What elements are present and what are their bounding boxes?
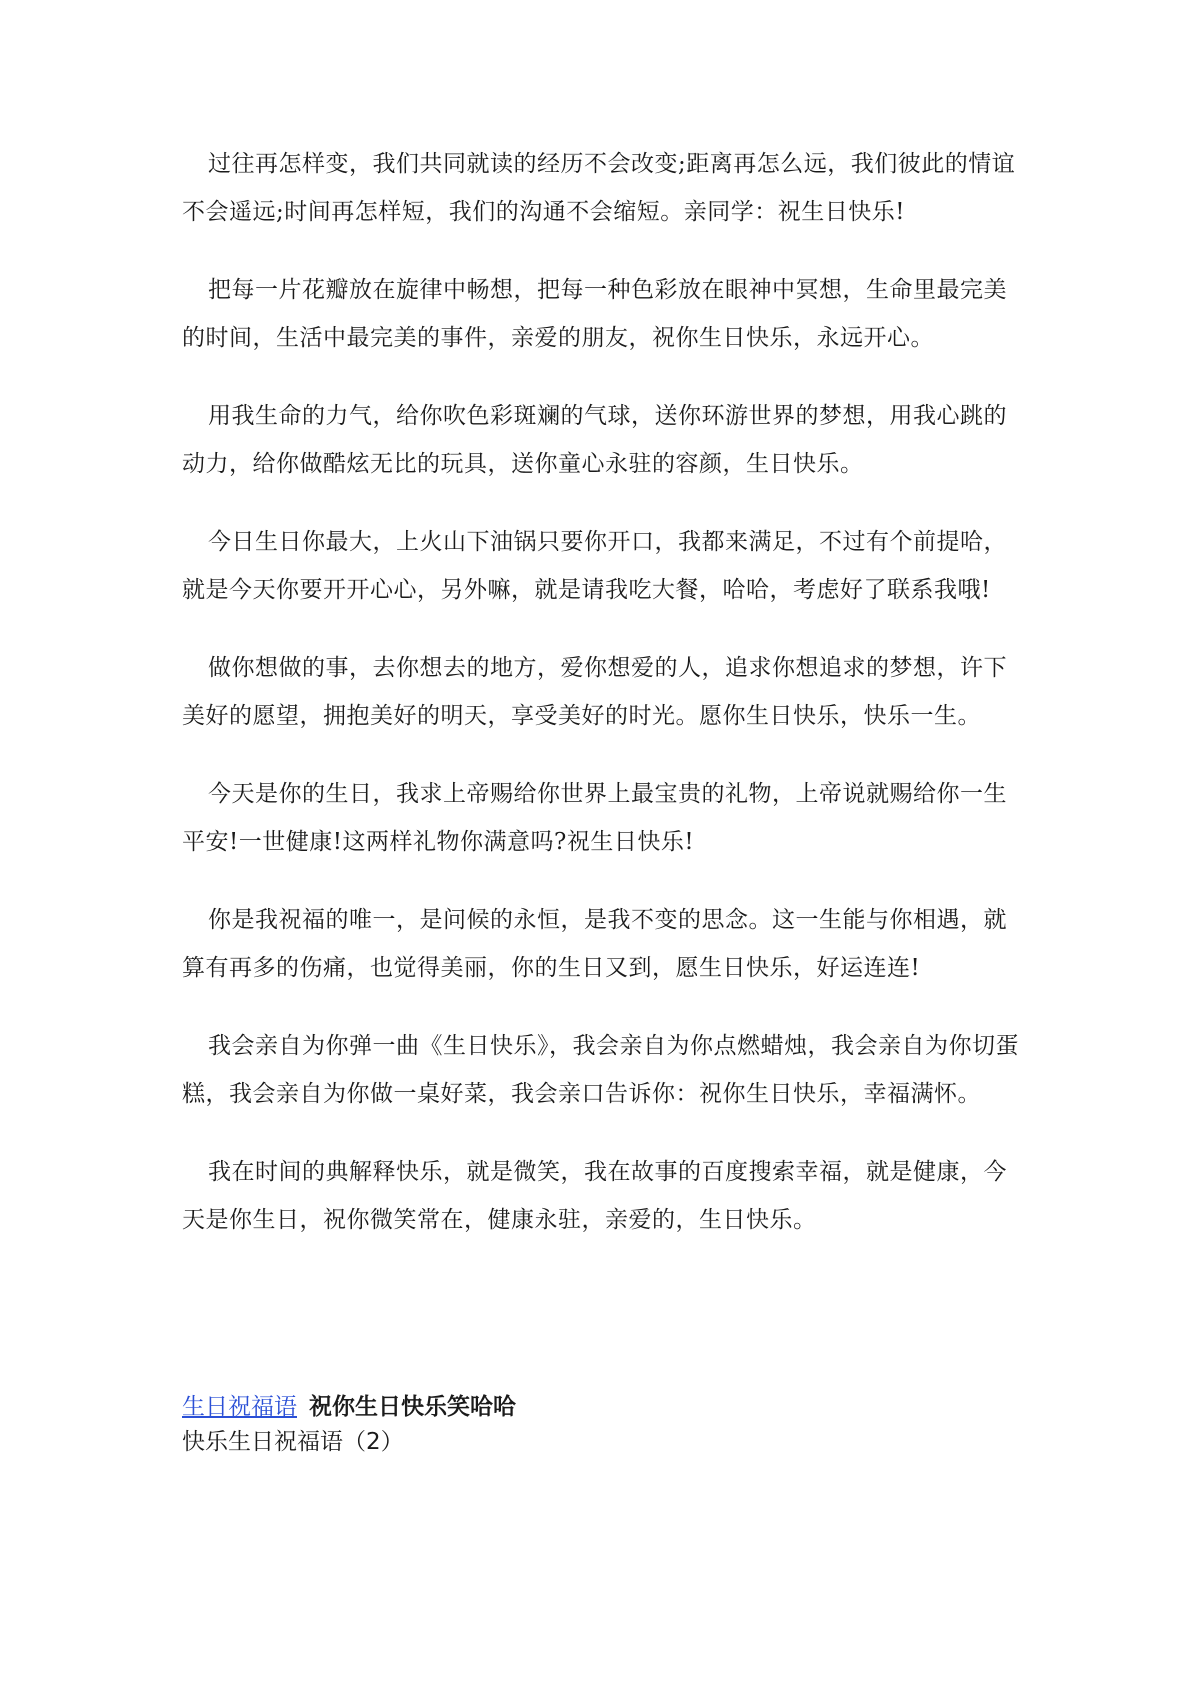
article-body bbox=[182, 140, 1022, 1274]
category-link[interactable]: 生日祝福语 bbox=[182, 1394, 297, 1420]
paragraph: 我在时间的典解释快乐，就是微笑，我在故事的百度搜索幸福，就是健康，今天是你生日，祝你微笑常在，健康永驻，亲爱的，生日快乐。 bbox=[182, 1159, 1007, 1233]
related-article-title: 祝你生日快乐笑哈哈 bbox=[309, 1394, 516, 1420]
paragraph: 我会亲自为你弹一曲《生日快乐》，我会亲自为你点燃蜡烛，我会亲自为你切蛋糕，我会亲自为你做一桌好菜，我会亲口告诉你：祝你生日快乐，幸福满怀。 bbox=[182, 1033, 1019, 1107]
related-title-line bbox=[182, 1390, 1022, 1424]
related-article-footer bbox=[182, 1390, 1022, 1460]
paragraph: 过往再怎样变，我们共同就读的经历不会改变;距离再怎么远，我们彼此的情谊不会遥远;时间再怎样短，我们的沟通不会缩短。亲同学：祝生日快乐! bbox=[182, 151, 1016, 225]
paragraph: 今日生日你最大，上火山下油锅只要你开口，我都来满足，不过有个前提哈，就是今天你要开开心心，另外嘛，就是请我吃大餐，哈哈，考虑好了联系我哦! bbox=[182, 529, 1007, 603]
related-article-subtitle: 快乐生日祝福语（2） bbox=[182, 1429, 404, 1455]
paragraph: 把每一片花瓣放在旋律中畅想，把每一种色彩放在眼神中冥想，生命里最完美的时间，生活中最完美的事件，亲爱的朋友，祝你生日快乐，永远开心。 bbox=[182, 277, 1007, 351]
paragraph: 今天是你的生日，我求上帝赐给你世界上最宝贵的礼物，上帝说就赐给你一生平安!一世健康!这两样礼物你满意吗?祝生日快乐! bbox=[182, 781, 1007, 855]
paragraph: 你是我祝福的唯一，是问候的永恒，是我不变的思念。这一生能与你相遇，就算有再多的伤痛，也觉得美丽，你的生日又到，愿生日快乐，好运连连! bbox=[182, 907, 1007, 981]
paragraph: 做你想做的事，去你想去的地方，爱你想爱的人，追求你想追求的梦想，许下美好的愿望，拥抱美好的明天，享受美好的时光。愿你生日快乐，快乐一生。 bbox=[182, 655, 1007, 729]
paragraph: 用我生命的力气，给你吹色彩斑斓的气球，送你环游世界的梦想，用我心跳的动力，给你做酷炫无比的玩具，送你童心永驻的容颜，生日快乐。 bbox=[182, 403, 1007, 477]
